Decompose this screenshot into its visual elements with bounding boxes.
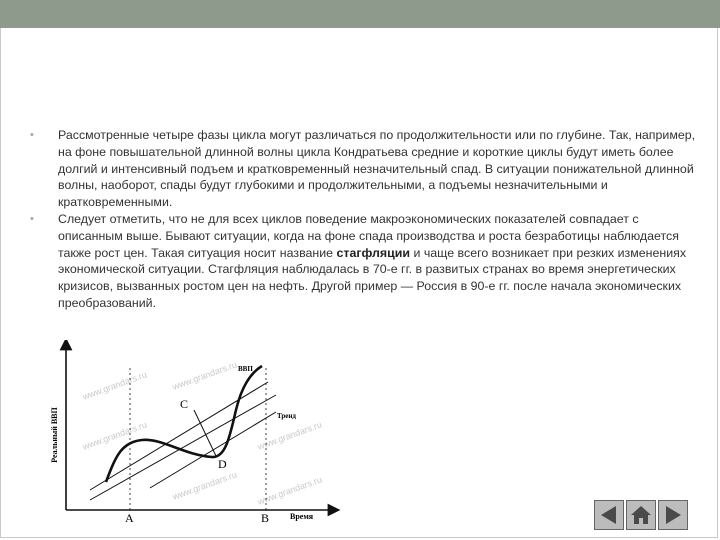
watermark-text: www.grandars.ru <box>81 419 149 452</box>
bullet-icon: • <box>30 212 34 225</box>
triangle-left-icon <box>597 503 621 527</box>
slide-text <box>30 127 702 312</box>
slide-navigation <box>594 500 688 532</box>
trend-label: Тренд <box>277 412 296 420</box>
watermark-text: www.grandars.ru <box>81 369 149 402</box>
next-slide-button[interactable] <box>658 500 688 530</box>
point-a-label: A <box>125 511 134 525</box>
home-icon <box>629 503 653 527</box>
paragraph-1-text: Рассмотренные четыре фазы цикла могут различаться по продолжительности или по глубине. Так, например, на фоне повышательной длинной волны цикла Кондратьева средние и короткие циклы будут иметь более долгий и интенсивный подъем и кратковременный незначительный спад. В ситуации понижательной длинной волны, наоборот, спады будут глубокими и продолжительными, а подъемы незначительными и кратковременными. <box>58 128 696 210</box>
point-d-label: D <box>218 457 227 471</box>
previous-slide-button[interactable] <box>594 500 624 530</box>
deviation-line <box>194 410 216 456</box>
point-c-label: C <box>180 397 189 411</box>
stagflation-term: стагфляции <box>336 245 411 260</box>
bullet-paragraph-2 <box>30 211 702 312</box>
paragraph-2-text-start: Следует отметить, что не для всех циклов поведение макроэкономических показателей совпадает с описанным выше. Бывают ситуации, когда на фоне спада производства и роста безработицы наблюдается также рост цен. Такая ситуация носит название <box>58 211 679 260</box>
watermark-text: www.grandars.ru <box>171 359 239 392</box>
watermark-text: www.grandars.ru <box>171 469 239 502</box>
bullet-icon: • <box>30 129 34 141</box>
business-cycle-diagram <box>44 340 344 530</box>
watermark-text: www.grandars.ru <box>256 474 324 507</box>
bullet-paragraph-1 <box>30 127 702 211</box>
triangle-right-icon <box>661 503 685 527</box>
watermark-text: www.grandars.ru <box>256 419 324 452</box>
home-button[interactable] <box>626 500 656 530</box>
paragraph-2-text-end: и чаще всего возникает при резких изменениях экономической ситуации. Стагфляция наблюдалась в 70-е гг. в развитых странах во время энергетических кризисов, вызванных ростом цен на нефть. Другой пример — Россия в 90-е гг. после начала экономических преобразований. <box>58 245 687 310</box>
x-axis-label: Время <box>290 512 314 521</box>
point-b-label: B <box>261 511 270 525</box>
y-axis-label: Реальный ВВП <box>50 407 59 463</box>
header-bar <box>0 0 720 28</box>
gdp-label: ВВП <box>238 365 253 373</box>
